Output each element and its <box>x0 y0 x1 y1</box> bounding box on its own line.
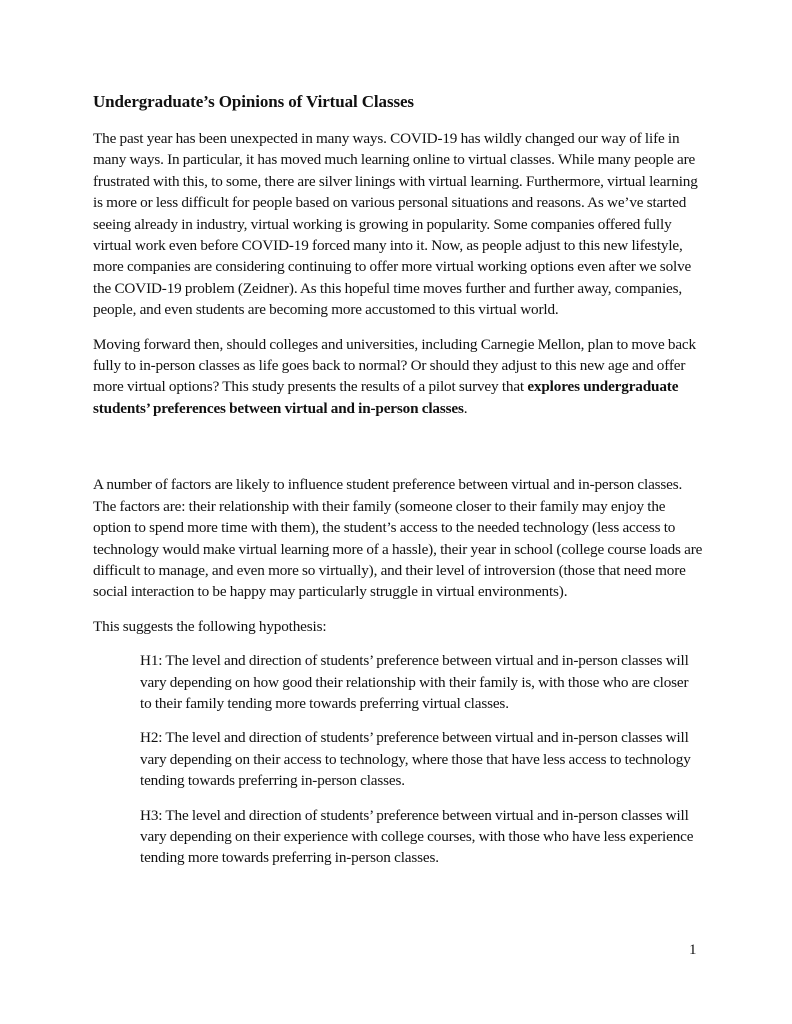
document-title: Undergraduate’s Opinions of Virtual Classes <box>93 92 414 111</box>
hypothesis-h1: H1: The level and direction of students’ preference between virtual and in-person classes will vary depending on how good their relationship with their family is, with those who are closer to their family tending more towards preferring virtual classes. <box>140 652 689 712</box>
factors-paragraph: A number of factors are likely to influence student preference between virtual and in-person classes. The factors are: their relationship with their family (someone closer to their family may enjoy the option to spend more time with them), the student’s access to the needed technology (less access to technology would make virtual learning more of a hassle), their year in school (college course loads are difficult to manage, and even more so virtually), and their level of introversion (those that need more social interaction to be happy may particularly struggle in virtual environments). <box>93 476 703 601</box>
hypothesis-h2: H2: The level and direction of students’ preference between virtual and in-person classes will vary depending on their access to technology, where those that have less access to technology tending towards preferring in-person classes. <box>140 729 691 790</box>
page-number: 1 <box>689 942 697 958</box>
research-question-paragraph <box>93 334 703 420</box>
intro-paragraph: The past year has been unexpected in many ways. COVID-19 has wildly changed our way of life in many ways. In particular, it has moved much learning online to virtual classes. While many people are frustrated with this, to some, there are silver linings with virtual learning. Furthermore, virtual learning is more or less difficult for people based on various personal situations and reasons. As we’ve started seeing already in industry, virtual working is growing in popularity. Some companies offered fully virtual work even before COVID-19 forced many into it. Now, as people adjust to this new lifestyle, more companies are considering continuing to offer more virtual working options even after we solve the COVID-19 problem (Zeidner). As this hopeful time moves further and further away, companies, people, and even students are becoming more accustomed to this virtual world. <box>93 130 698 319</box>
paragraph-text-end: . <box>463 399 468 417</box>
study-focus-bold-text: explores undergraduate students’ preferences between virtual and in-person classes <box>93 378 679 417</box>
document-body <box>93 90 703 882</box>
paragraph-text: Moving forward then, should colleges and universities, including Carnegie Mellon, plan to move back fully to in-person classes as life goes back to normal? Or should they adjust to this new age and offer more virtual options? This study presents the results of a pilot survey that <box>93 335 696 396</box>
hypothesis-h3: H3: The level and direction of students’ preference between virtual and in-person classes will vary depending on their experience with college courses, with those who have less experience tending more towards preferring in-person classes. <box>140 806 694 867</box>
section-spacer <box>93 432 703 474</box>
hypothesis-intro: This suggests the following hypothesis: <box>93 617 327 635</box>
